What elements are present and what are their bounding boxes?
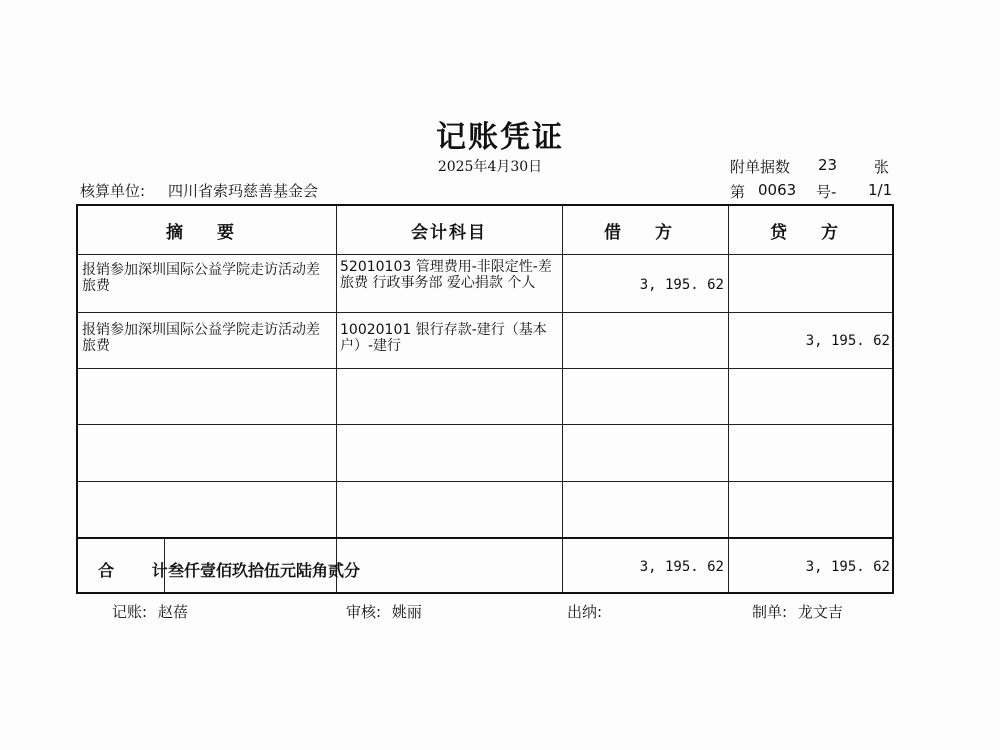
total-credit: 3, 195. 62 (805, 559, 890, 575)
attachment-number: 23 (818, 156, 838, 174)
voucher-date: 2025年4月30日 (437, 159, 543, 175)
header-credit: 贷 方 (770, 222, 852, 243)
bookkeeper-signature (112, 601, 188, 622)
bookkeeper-label: 记账: (112, 603, 148, 621)
voucher-number-prefix: 第 (730, 183, 746, 201)
total-label: 合 计 (98, 561, 184, 580)
voucher-page: 1/1 (868, 181, 893, 199)
maker-name: 龙文吉 (797, 603, 843, 621)
total-debit: 3, 195. 62 (639, 559, 724, 575)
attachment-label: 附单据数 (730, 158, 791, 176)
row-1-summary: 报销参加深圳国际公益学院走访活动差旅费 (82, 262, 320, 294)
row-divider (78, 481, 892, 482)
accounting-unit-label: 核算单位: (80, 182, 146, 200)
row-1-account: 52010103 管理费用-非限定性-差旅费 行政事务部 爱心捐款 个人 (340, 259, 552, 291)
reviewer-name: 姚丽 (391, 603, 422, 621)
reviewer-label: 审核: (346, 603, 382, 621)
total-row-divider (78, 537, 892, 539)
column-divider (562, 206, 563, 592)
row-2-credit: 3, 195. 62 (805, 333, 890, 349)
attachment-unit: 张 (874, 158, 890, 176)
accounting-unit-name: 四川省索玛慈善基金会 (168, 182, 319, 200)
maker-label: 制单: (752, 603, 788, 621)
voucher-table (76, 204, 894, 594)
header-summary: 摘 要 (166, 222, 248, 243)
cashier-signature (567, 601, 608, 622)
total-amount-in-words: 叁仟壹佰玖拾伍元陆角贰分 (168, 561, 361, 580)
voucher-title: 记账凭证 (436, 120, 564, 155)
header-debit: 借 方 (604, 222, 686, 243)
row-divider (78, 312, 892, 313)
cashier-label: 出纳: (567, 603, 603, 621)
bookkeeper-name: 赵蓓 (157, 603, 188, 621)
voucher-number-suffix: 号- (816, 183, 837, 201)
reviewer-signature (346, 601, 422, 622)
voucher-number-value: 0063 (758, 181, 797, 199)
column-divider (336, 206, 337, 592)
maker-signature (752, 601, 843, 622)
row-divider (78, 424, 892, 425)
row-2-account: 10020101 银行存款-建行（基本户）-建行 (340, 322, 547, 354)
row-divider (78, 254, 892, 255)
header-account: 会计科目 (411, 222, 487, 243)
row-divider (78, 368, 892, 369)
column-divider (728, 206, 729, 592)
row-1-debit: 3, 195. 62 (639, 277, 724, 293)
row-2-summary: 报销参加深圳国际公益学院走访活动差旅费 (82, 322, 320, 354)
